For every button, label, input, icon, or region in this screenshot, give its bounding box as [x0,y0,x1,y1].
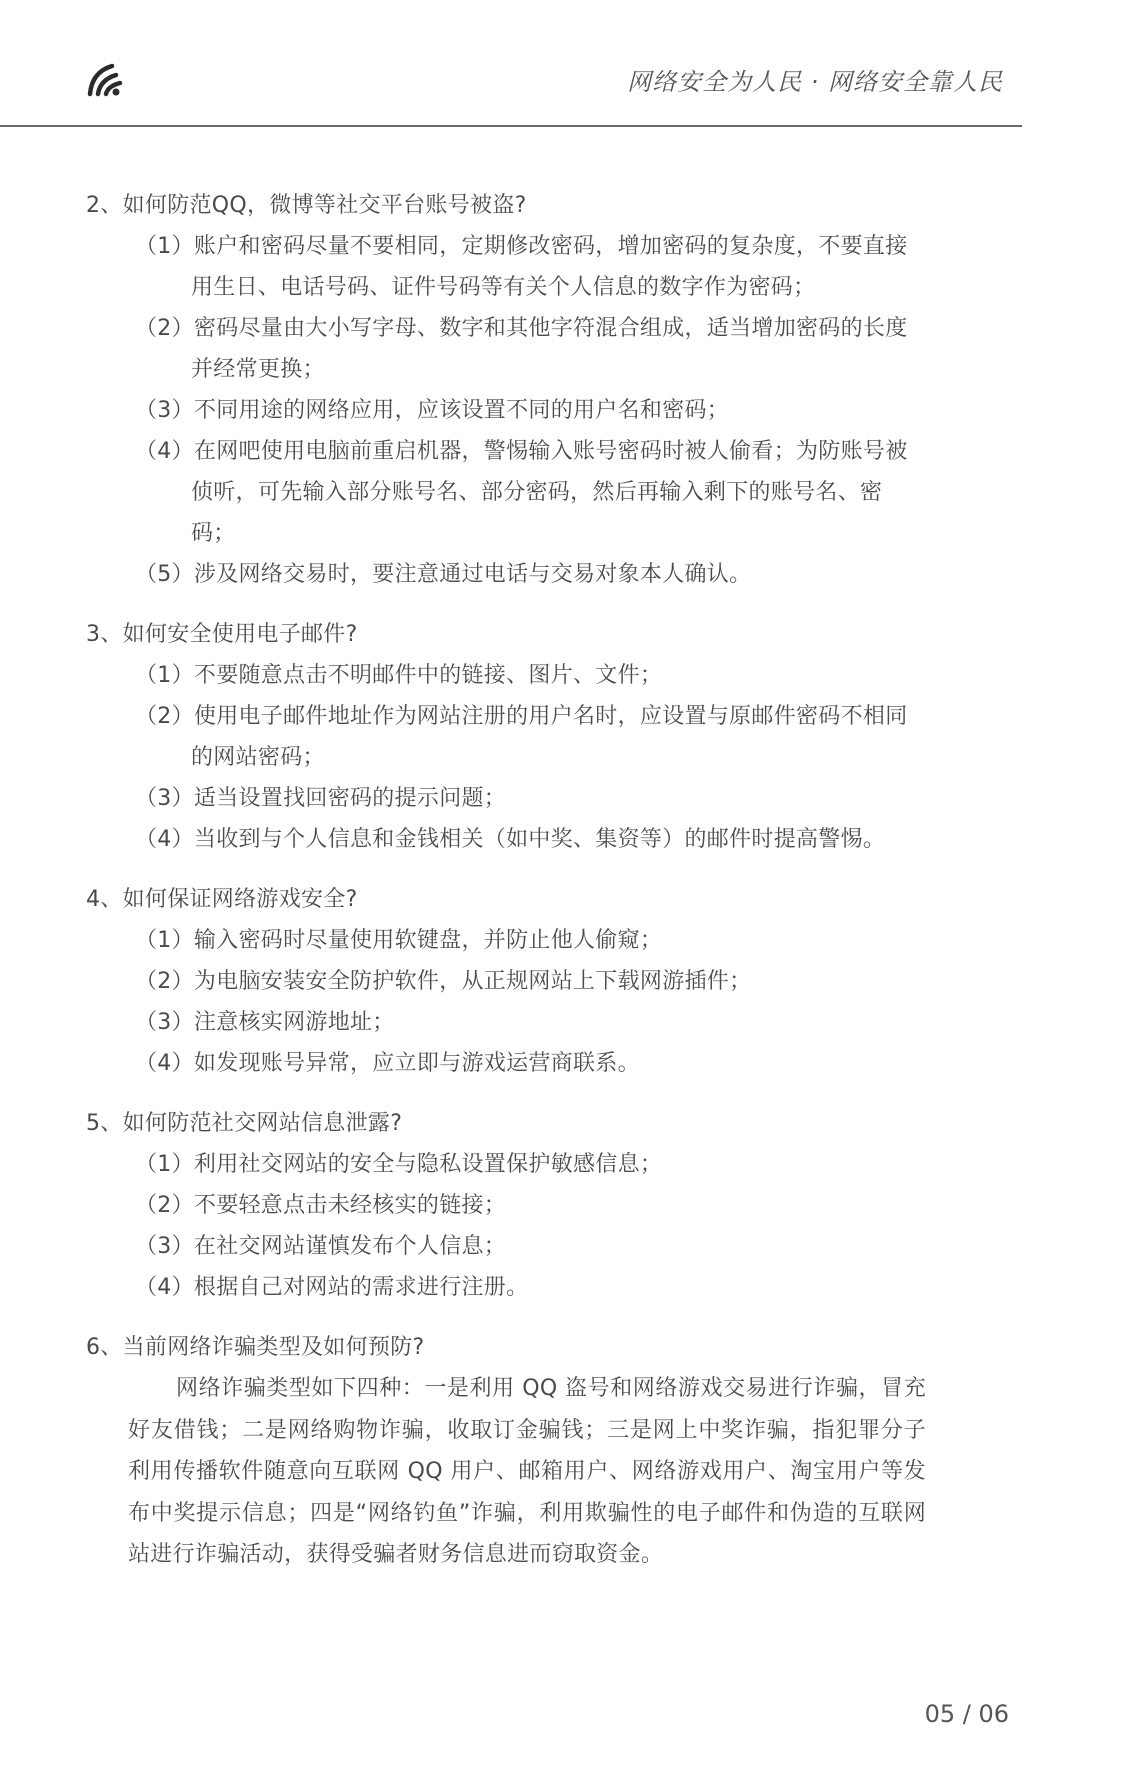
item-list [86,1144,926,1308]
list-item: （4）如发现账号异常，应立即与游戏运营商联系。 [135,1051,640,1076]
document-body [86,185,926,1576]
list-item: （2）密码尽量由大小写字母、数字和其他字符混合组成，适当增加密码的长度并经常更换； [135,316,908,382]
item-list [86,655,926,860]
list-item: （1）利用社交网站的安全与隐私设置保护敏感信息； [135,1152,663,1177]
section-question: 6、当前网络诈骗类型及如何预防? [86,1335,425,1360]
section-account-security [86,185,926,595]
section-question: 2、如何防范QQ，微博等社交平台账号被盗? [86,193,527,218]
list-item: （1）账户和密码尽量不要相同，定期修改密码，增加密码的复杂度，不要直接用生日、电话号码、证件号码等有关个人信息的数字作为密码； [135,234,908,300]
list-item: （2）使用电子邮件地址作为网站注册的用户名时，应设置与原邮件密码不相同的网站密码； [135,704,908,770]
list-item: （4）根据自己对网站的需求进行注册。 [135,1275,529,1300]
list-item: （2）为电脑安装安全防护软件，从正规网站上下载网游插件； [135,969,752,994]
page-number: 05 / 06 [924,1700,1009,1728]
section-question: 3、如何安全使用电子邮件? [86,622,358,647]
section-email-security [86,614,926,860]
list-item: （3）在社交网站谨慎发布个人信息； [135,1234,507,1259]
fraud-paragraph: 网络诈骗类型如下四种：一是利用 QQ 盗号和网络游戏交易进行诈骗，冒充好友借钱；二是网络购物诈骗，收取订金骗钱；三是网上中奖诈骗，指犯罪分子利用传播软件随意向互联网 QQ 用户、邮箱用户、网络游戏用户、淘宝用户等发布中奖提示信息；四是“网络钓鱼”诈骗，利用欺骗性的电子邮件和伪造的互联网站进行诈骗活动，获得受骗者财务信息进而窃取资金。 [128,1376,926,1567]
list-item: （3）不同用途的网络应用，应该设置不同的用户名和密码； [135,398,730,423]
section-fraud-types [86,1327,926,1576]
section-question: 4、如何保证网络游戏安全? [86,887,358,912]
section-game-security [86,879,926,1084]
list-item: （2）不要轻意点击未经核实的链接； [135,1193,507,1218]
section-social-privacy [86,1103,926,1308]
list-item: （4）在网吧使用电脑前重启机器，警惕输入账号密码时被人偷看；为防账号被侦听，可先输入部分账号名、部分密码，然后再输入剩下的账号名、密码； [135,439,908,546]
page-header [0,0,1121,128]
header-title: 网络安全为人民 · 网络安全靠人民 [627,68,1003,96]
item-list [86,226,926,595]
section-question: 5、如何防范社交网站信息泄露? [86,1111,403,1136]
item-list [86,920,926,1084]
list-item: （4）当收到与个人信息和金钱相关（如中奖、集资等）的邮件时提高警惕。 [135,827,886,852]
list-item: （3）注意核实网游地址； [135,1010,395,1035]
list-item: （5）涉及网络交易时，要注意通过电话与交易对象本人确认。 [135,562,752,587]
list-item: （1）输入密码时尽量使用软键盘，并防止他人偷窥； [135,928,663,953]
list-item: （3）适当设置找回密码的提示问题； [135,786,507,811]
list-item: （1）不要随意点击不明邮件中的链接、图片、文件； [135,663,663,688]
wifi-signal-icon [86,58,126,98]
header-divider [0,125,1022,127]
